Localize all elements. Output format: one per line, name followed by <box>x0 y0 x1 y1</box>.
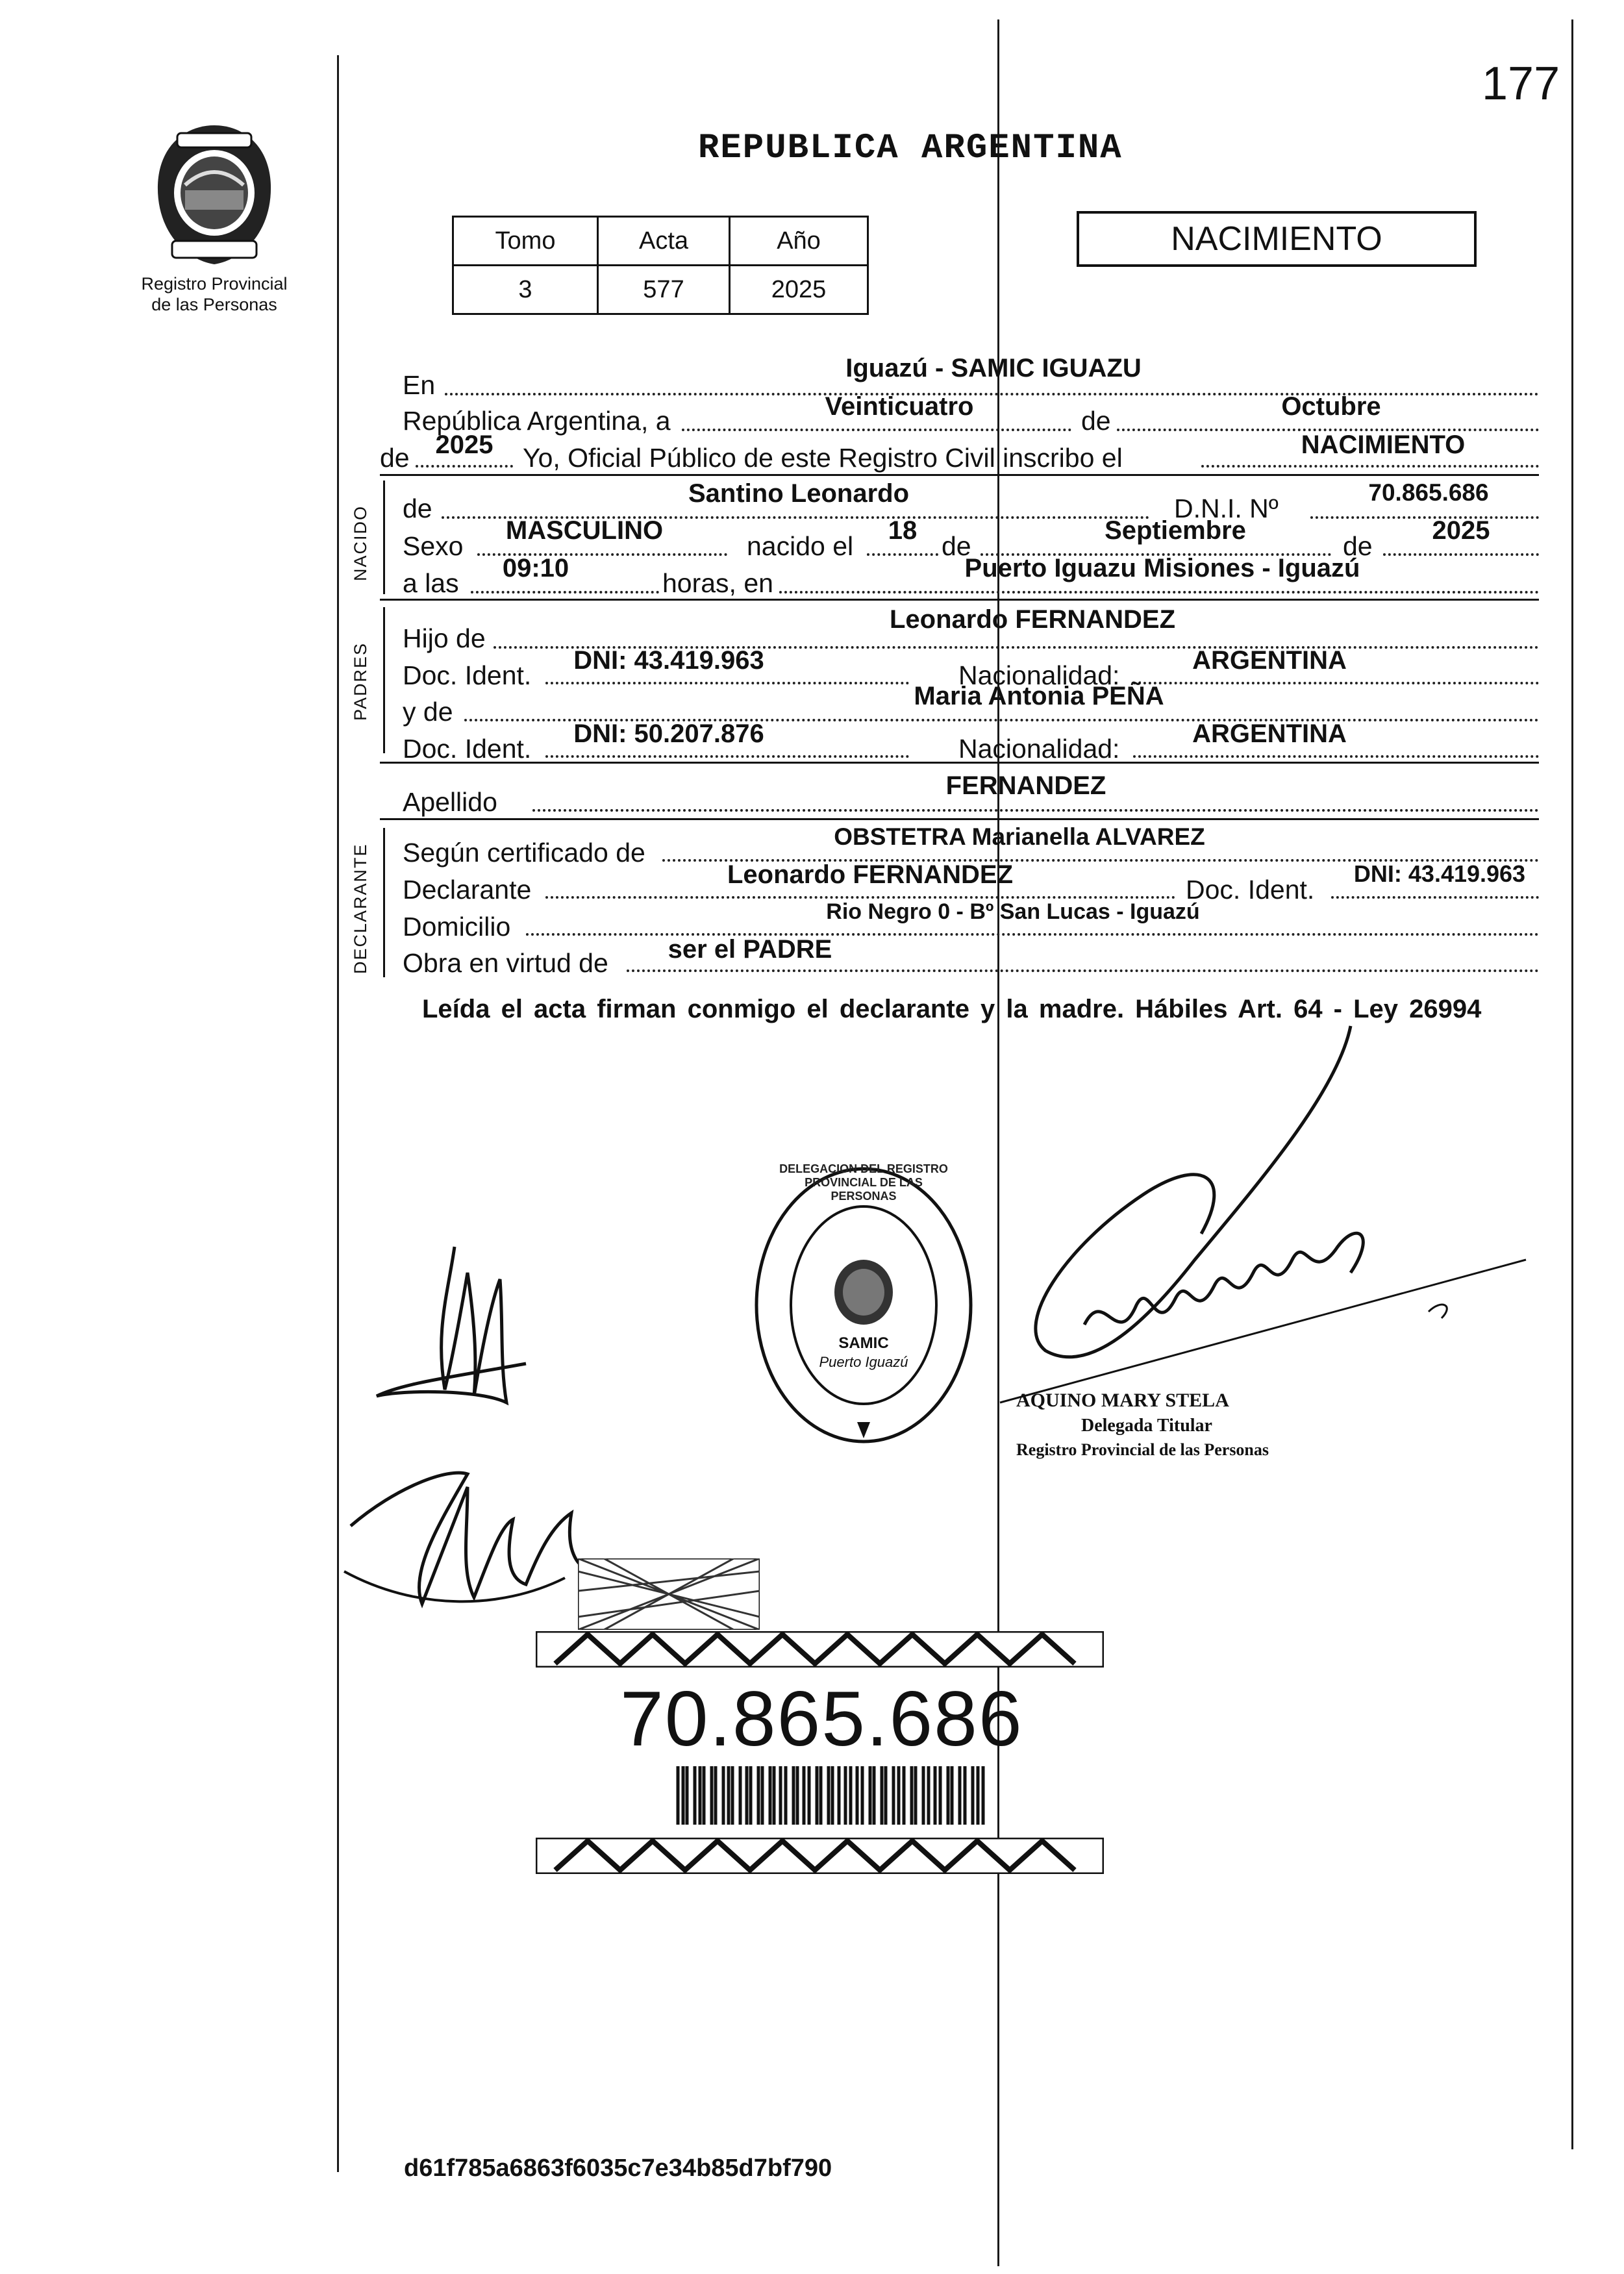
birth-month: Septiembre <box>1105 516 1246 545</box>
dots-line <box>627 969 1539 972</box>
document-hash: d61f785a6863f6035c7e34b85d7bf790 <box>404 2155 832 2182</box>
domicilio-value: Rio Negro 0 - Bº San Lucas - Iguazú <box>826 899 1200 924</box>
republica-label: República Argentina, a <box>403 406 671 436</box>
section-rule <box>380 762 1539 764</box>
value-anio: 2025 <box>730 266 868 314</box>
dots-line <box>471 591 659 593</box>
right-margin-line <box>1571 19 1573 2149</box>
emblem-caption-1: Registro Provincial <box>141 274 288 294</box>
declarante-doc-label: Doc. Ident. <box>1186 875 1315 905</box>
security-band-bottom <box>536 1838 1104 1874</box>
mother-nationality: ARGENTINA <box>1192 719 1347 748</box>
mother-doc: DNI: 50.207.876 <box>573 719 764 748</box>
dots-line <box>1201 465 1539 468</box>
page-number: 177 <box>1482 58 1560 110</box>
dots-line <box>545 755 909 758</box>
birth-place: Puerto Iguazu Misiones - Iguazú <box>964 554 1360 582</box>
de2-label: de <box>380 443 410 473</box>
dots-line <box>545 682 909 684</box>
dots-line <box>779 591 1539 593</box>
place-value: Iguazú - SAMIC IGUAZU <box>845 354 1142 382</box>
emblem-caption-2: de las Personas <box>151 295 277 314</box>
security-band-top <box>536 1631 1104 1668</box>
horas-label: horas, en <box>662 568 773 598</box>
apellido-value: FERNANDEZ <box>945 771 1106 800</box>
dots-line <box>682 429 1071 431</box>
mother-doc-label: Doc. Ident. <box>403 734 532 764</box>
official-stamp <box>750 1162 977 1448</box>
father-name: Leonardo FERNANDEZ <box>890 605 1175 634</box>
stamp-inner-1: SAMIC <box>838 1334 889 1352</box>
de-label: de <box>1081 406 1111 436</box>
dots-line <box>532 809 1539 812</box>
nacido-de-label: de <box>403 494 432 523</box>
father-nationality-label: Nacionalidad: <box>958 660 1120 690</box>
dots-line <box>1331 896 1539 899</box>
header-acta: Acta <box>598 217 730 266</box>
certificado-value: OBSTETRA Marianella ALVAREZ <box>834 823 1205 850</box>
father-nationality: ARGENTINA <box>1192 646 1347 675</box>
province-emblem <box>146 120 282 269</box>
section-sidebar <box>383 828 385 977</box>
security-guilloche <box>578 1558 760 1630</box>
dots-line <box>416 465 513 468</box>
closing-text: Leída el acta firman conmigo el declarante y la madre. Hábiles Art. 64 - Ley 26994 <box>422 995 1482 1023</box>
dots-line <box>545 896 1175 899</box>
section-rule <box>380 818 1539 820</box>
page-title: REPUBLICA ARGENTINA <box>698 129 1123 168</box>
id-number: 70.865.686 <box>620 1675 1023 1762</box>
padres-section-label: PADRES <box>351 642 370 721</box>
hijo-de-label: Hijo de <box>403 623 486 653</box>
child-dni: 70.865.686 <box>1368 479 1489 506</box>
month-value: Octubre <box>1281 392 1381 421</box>
father-doc: DNI: 43.419.963 <box>573 646 764 675</box>
official-role: Delegada Titular <box>1081 1416 1212 1436</box>
stamp-ring-text: DELEGACION DEL REGISTRO PROVINCIAL DE LAS PERSONAS <box>779 1162 948 1203</box>
day-words: Veinticuatro <box>825 392 974 421</box>
header-anio: Año <box>730 217 868 266</box>
nacido-el-label: nacido el <box>747 531 854 561</box>
y-de-label: y de <box>403 697 453 727</box>
left-margin-line <box>337 55 339 2172</box>
sexo-label: Sexo <box>403 531 464 561</box>
section-rule <box>380 474 1539 476</box>
child-name: Santino Leonardo <box>688 479 909 508</box>
en-label: En <box>403 370 436 400</box>
apellido-label: Apellido <box>403 787 497 817</box>
declarante-label: Declarante <box>403 875 532 905</box>
birth-year: 2025 <box>1432 516 1490 545</box>
document-type-box: NACIMIENTO <box>1077 211 1477 267</box>
section-rule <box>380 599 1539 601</box>
dots-line <box>1133 755 1539 758</box>
act-kind: NACIMIENTO <box>1301 431 1466 459</box>
value-tomo: 3 <box>453 266 598 314</box>
official-name: AQUINO MARY STELA <box>1016 1390 1229 1411</box>
de-label-2: de <box>942 531 971 561</box>
de-label-3: de <box>1343 531 1373 561</box>
year-value: 2025 <box>435 431 493 459</box>
stamp-inner-2: Puerto Iguazú <box>819 1354 908 1370</box>
inscribe-text: Yo, Oficial Público de este Registro Civil inscribo el <box>523 443 1123 473</box>
birth-day: 18 <box>888 516 918 545</box>
value-acta: 577 <box>598 266 730 314</box>
section-sidebar <box>383 481 385 594</box>
sexo-value: MASCULINO <box>505 516 664 545</box>
nacido-section-label: NACIDO <box>351 505 370 581</box>
section-sidebar <box>383 607 385 753</box>
barcode <box>675 1766 987 1825</box>
a-las-label: a las <box>403 568 459 598</box>
certificado-label: Según certificado de <box>403 838 645 868</box>
declarante-doc: DNI: 43.419.963 <box>1353 860 1526 887</box>
dni-label: D.N.I. Nº <box>1174 494 1279 523</box>
domicilio-label: Domicilio <box>403 912 511 942</box>
register-table <box>452 216 869 315</box>
declarante-value: Leonardo FERNANDEZ <box>727 860 1013 889</box>
obra-value: ser el PADRE <box>668 935 832 964</box>
declarante-section-label: DECLARANTE <box>351 843 370 974</box>
birth-time: 09:10 <box>502 554 569 582</box>
mother-signature <box>338 1448 610 1623</box>
official-office: Registro Provincial de las Personas <box>1016 1440 1269 1459</box>
mother-nationality-label: Nacionalidad: <box>958 734 1120 764</box>
father-doc-label: Doc. Ident. <box>403 660 532 690</box>
mother-name: Maria Antonia PEÑA <box>914 682 1164 710</box>
header-tomo: Tomo <box>453 217 598 266</box>
official-signature-scribble <box>987 1013 1545 1429</box>
obra-label: Obra en virtud de <box>403 948 608 978</box>
declarant-signature <box>364 1234 565 1429</box>
